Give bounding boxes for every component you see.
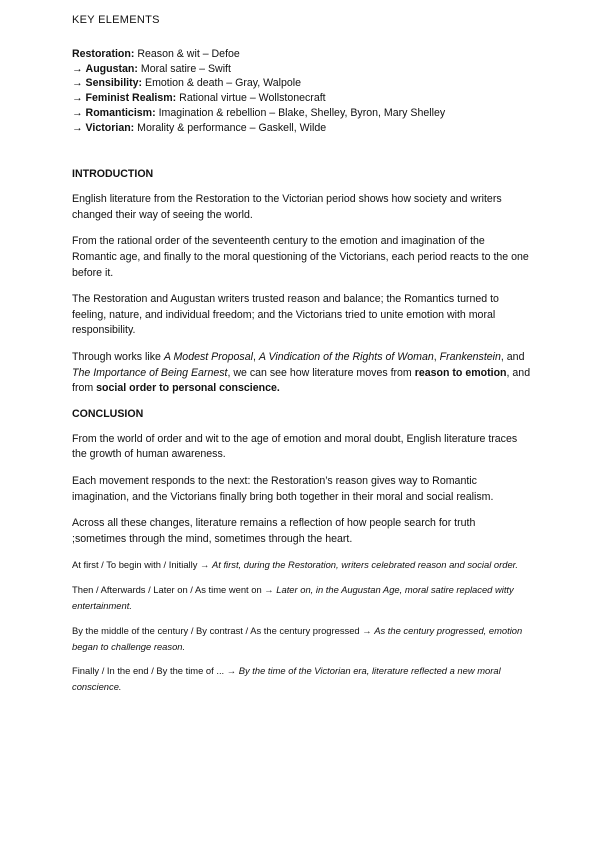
text-run: , and from [72, 366, 531, 395]
connector-words: By the middle of the century / By contrast / As the century progressed → [72, 624, 375, 636]
list-item-text: Emotion & death – Gray, Walpole [145, 77, 302, 90]
key-elements-title: KEY ELEMENTS [72, 14, 160, 26]
work-title: A Modest Proposal [163, 350, 253, 363]
work-title: Frankenstein [439, 350, 501, 363]
list-item-label: Victorian: [85, 121, 135, 134]
text-run: , [433, 350, 440, 363]
list-item-label: Restoration: [72, 48, 135, 60]
list-arrow: → [72, 77, 86, 90]
conclusion-paragraph-2: Each movement responds to the next: the Restoration’s reason gives way to Romantic imagination, and the Victorians finally bring both together in their moral and social realism. [72, 474, 494, 503]
list-arrow: → [72, 62, 86, 75]
emphasis: reason to emotion [414, 366, 507, 379]
list-arrow: → [72, 92, 86, 105]
connector-item [72, 557, 532, 573]
connector-item [72, 582, 532, 614]
list-item-text: Moral satire – Swift [140, 62, 231, 75]
connector-example: By the time of the Victorian era, literature reflected a new moral conscience. [72, 665, 501, 693]
connector-example: As the century progressed, emotion began to challenge reason. [72, 624, 523, 652]
document-page [72, 14, 532, 704]
connector-example: Later on, in the Augustan Age, moral satire replaced witty entertainment. [72, 584, 514, 611]
list-item-text: Morality & performance – Gaskell, Wilde [137, 121, 327, 134]
connector-item [72, 663, 532, 695]
list-item [72, 76, 532, 91]
conclusion-title: CONCLUSION [72, 407, 144, 420]
connector-words: At first / To begin with / Initially → [72, 559, 212, 571]
connector-words: Then / Afterwards / Later on / As time went on → [72, 584, 277, 596]
conclusion-paragraph-3: Across all these changes, literature remains a reflection of how people search for truth ;sometimes through the mind, sometimes through the heart. [72, 517, 476, 545]
intro-paragraph-2: From the rational order of the seventeenth century to the emotion and imagination of the Romantic age, and finally to the moral questioning of the Victorians, each period reacts to the one before it. [72, 235, 529, 279]
list-item-label: Romanticism: [85, 106, 156, 119]
text-run: Through works like [72, 350, 164, 363]
list-arrow: → [72, 121, 86, 134]
conclusion-paragraph-1: From the world of order and wit to the age of emotion and moral doubt, English literature traces the growth of human awareness. [72, 432, 518, 461]
list-item [72, 47, 532, 62]
introduction-title: INTRODUCTION [72, 168, 154, 181]
list-item [72, 106, 532, 121]
list-item-text: Imagination & rebellion – Blake, Shelley, Byron, Mary Shelley [158, 106, 446, 119]
work-title: The Importance of Being Earnest [72, 366, 228, 379]
connector-example: At first, during the Restoration, writers celebrated reason and social order. [211, 559, 519, 571]
key-elements-list [72, 47, 532, 135]
list-item [72, 121, 532, 136]
text-run: , [252, 350, 259, 363]
list-item-label: Feminist Realism: [85, 92, 177, 105]
list-item-text: Rational virtue – Wollstonecraft [179, 92, 326, 105]
list-item-text: Reason & wit – Defoe [137, 48, 240, 60]
text-run: , and [500, 350, 525, 363]
connector-item [72, 623, 532, 655]
text-run: , we can see how literature moves from [227, 366, 415, 379]
work-title: A Vindication of the Rights of Woman [258, 350, 434, 363]
list-item [72, 62, 532, 77]
list-arrow: → [72, 106, 86, 119]
list-item-label: Sensibility: [85, 77, 143, 90]
intro-paragraph-3: The Restoration and Augustan writers trusted reason and balance; the Romantics turned to feeling, nature, and individual freedom; and the Victorians tried to unite emotion with moral responsibility. [72, 293, 499, 337]
emphasis: social order to personal conscience. [96, 382, 280, 395]
list-item [72, 91, 532, 106]
list-item-label: Augustan: [85, 62, 138, 75]
intro-paragraph-4 [72, 350, 532, 397]
intro-paragraph-1: English literature from the Restoration to the Victorian period shows how society and writers changed their way of seeing the world. [72, 193, 502, 221]
connector-words: Finally / In the end / By the time of ... → [72, 665, 239, 677]
